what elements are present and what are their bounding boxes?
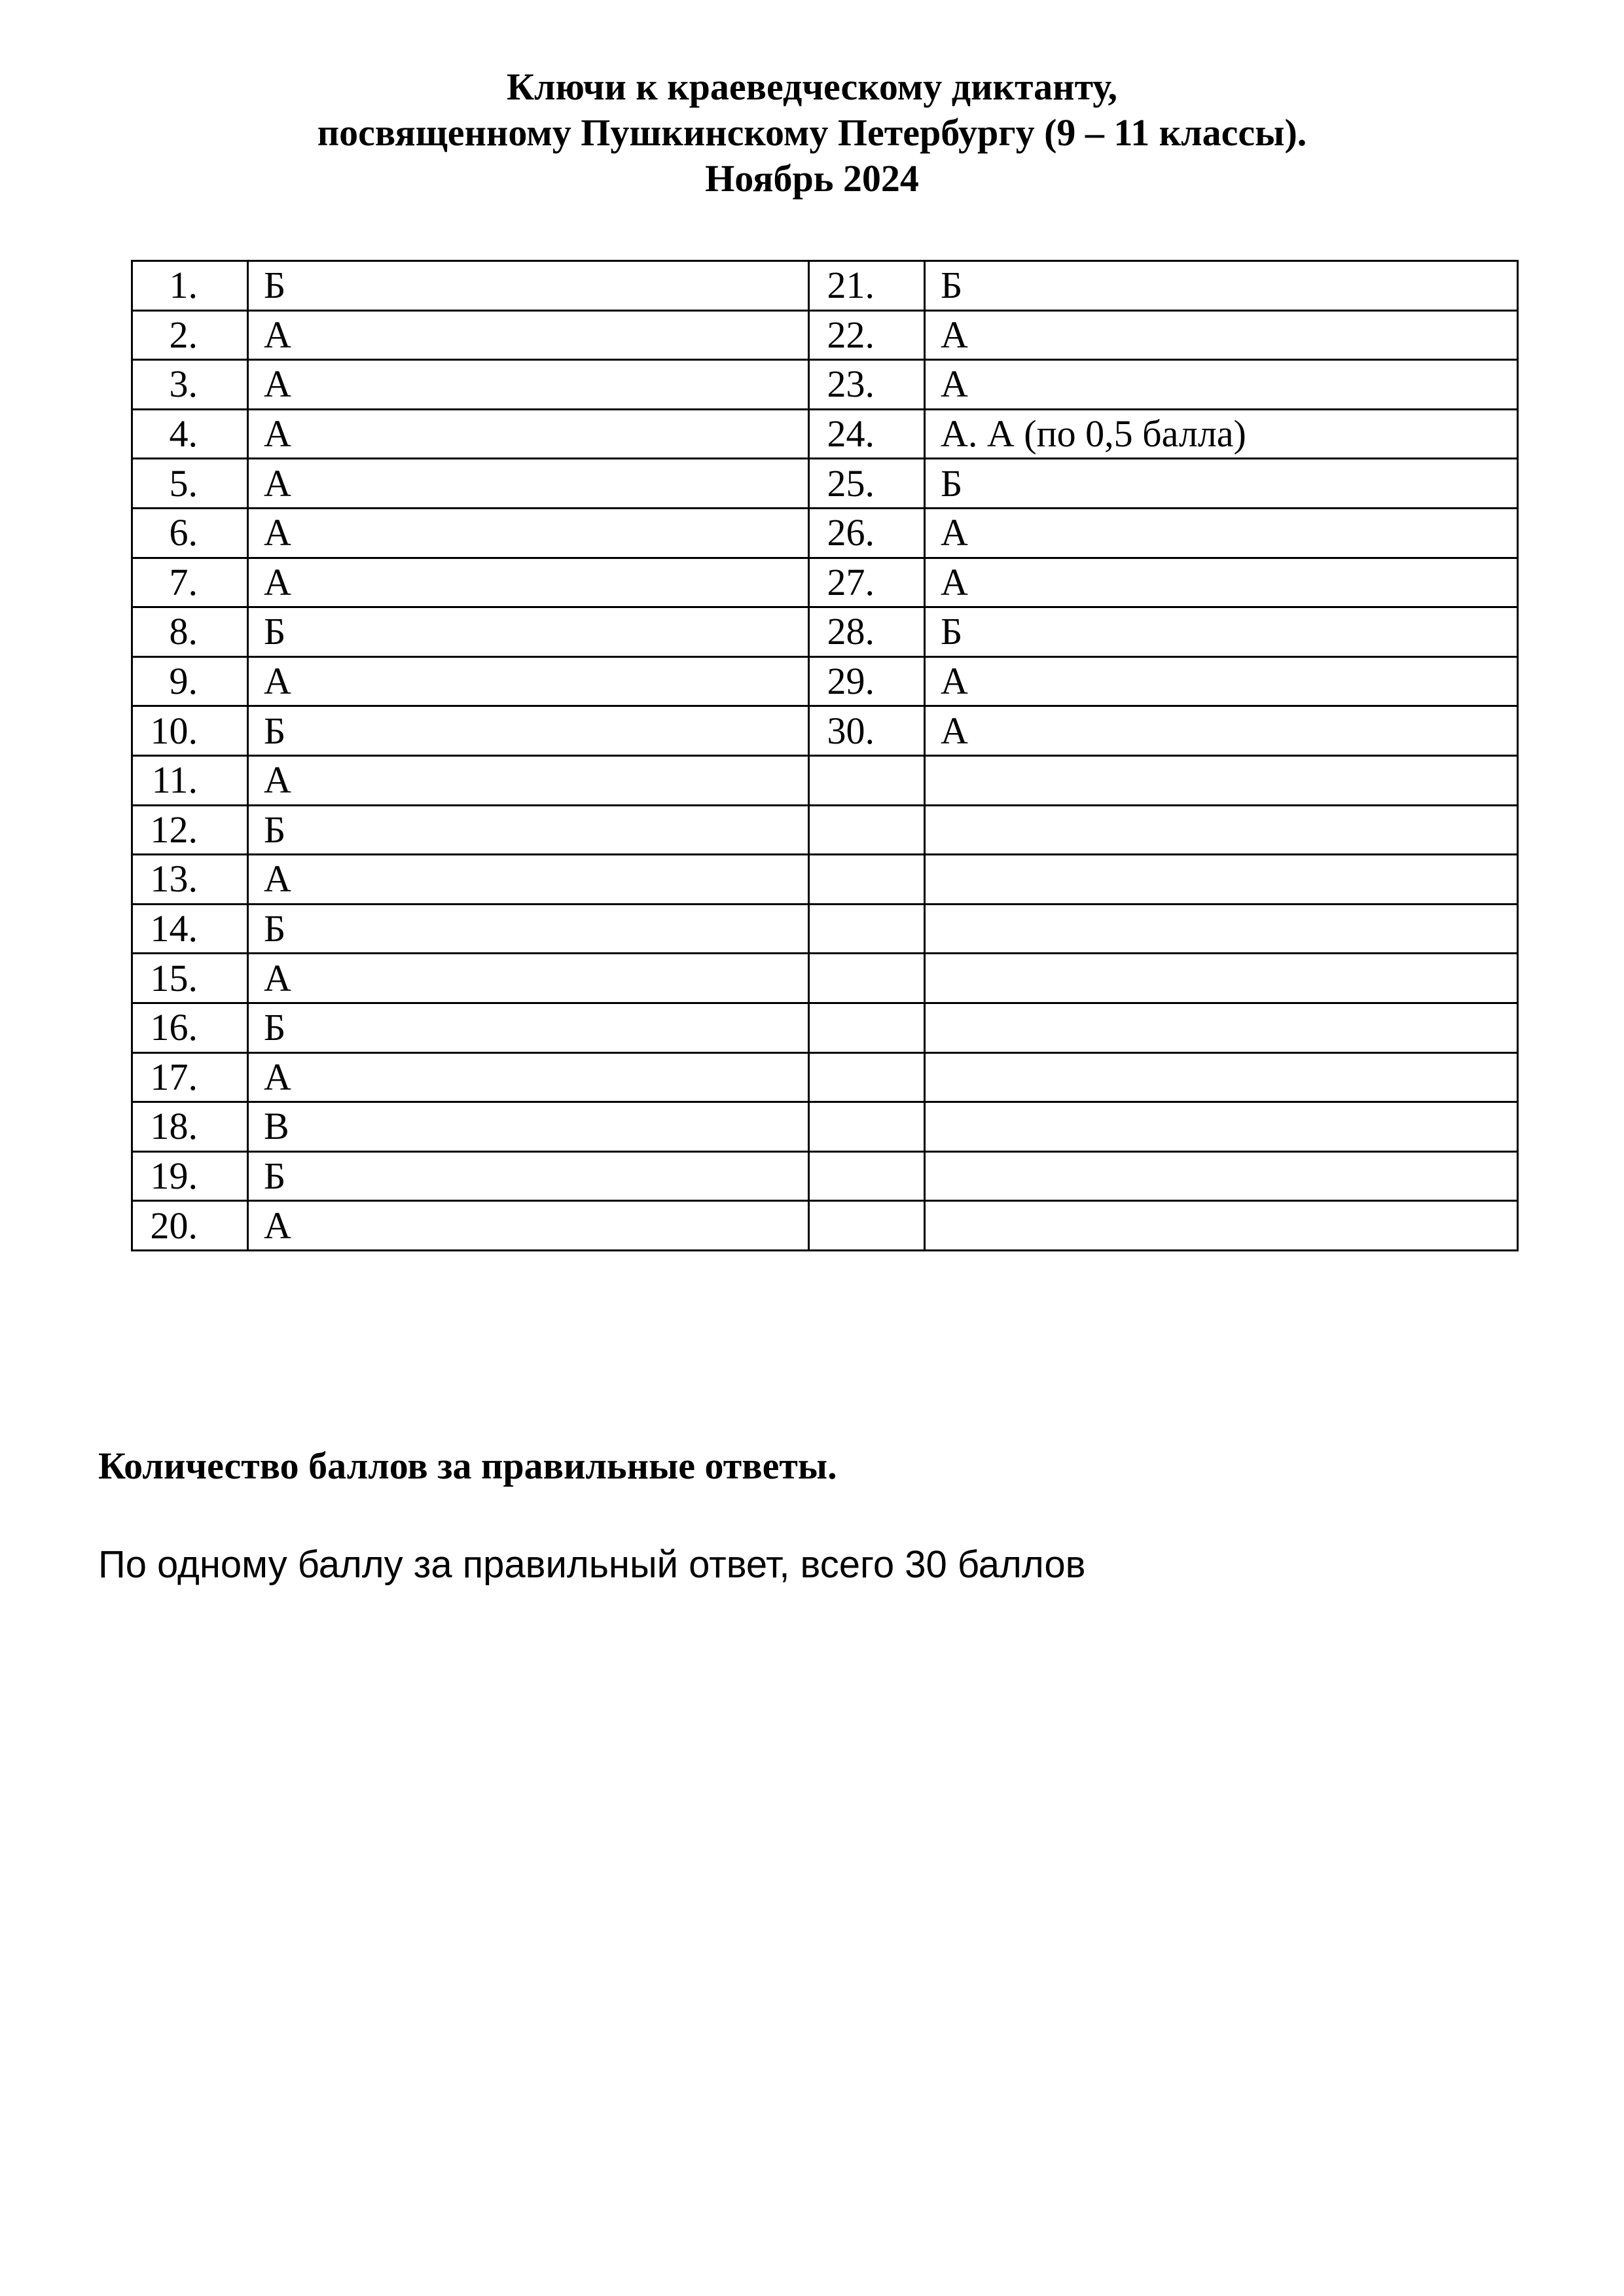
question-number-cell: 23.: [809, 360, 925, 410]
question-number-cell: 11.: [132, 755, 248, 805]
answer-cell: Б: [248, 706, 809, 756]
scoring-heading: Количество баллов за правильные ответы.: [98, 1444, 837, 1487]
answer-cell: А: [248, 360, 809, 410]
answer-cell: А: [248, 459, 809, 509]
answer-cell: А: [248, 508, 809, 558]
answer-cell: А: [248, 855, 809, 905]
question-number-cell: 29.: [809, 656, 925, 706]
answer-cell: [925, 755, 1518, 805]
answer-cell: А: [925, 310, 1518, 360]
answer-cell: [925, 1151, 1518, 1201]
title-line-3: Ноябрь 2024: [705, 157, 919, 200]
table-row: [132, 904, 1518, 954]
question-number-cell: 6.: [132, 508, 248, 558]
answer-cell: А: [248, 954, 809, 1003]
question-number-cell: 26.: [809, 508, 925, 558]
title-line-1: Ключи к краеведческому диктанту,: [507, 65, 1117, 108]
question-number-cell: [809, 904, 925, 954]
answer-cell: А. А (по 0,5 балла): [925, 409, 1518, 459]
question-number-cell: 22.: [809, 310, 925, 360]
question-number-cell: 30.: [809, 706, 925, 756]
answer-cell: Б: [248, 805, 809, 855]
answer-cell: Б: [248, 607, 809, 657]
title-line-2: посвященному Пушкинскому Петербургу (9 – 11 классы).: [317, 111, 1307, 154]
question-number-cell: [809, 1003, 925, 1052]
answer-cell: А: [925, 558, 1518, 607]
answer-cell: А: [925, 360, 1518, 410]
table-row: [132, 1151, 1518, 1201]
table-row: [132, 360, 1518, 410]
question-number-cell: 7.: [132, 558, 248, 607]
question-number-cell: 21.: [809, 261, 925, 311]
answer-cell: А: [248, 1201, 809, 1251]
question-number-cell: 16.: [132, 1003, 248, 1052]
answer-cell: А: [248, 310, 809, 360]
question-number-cell: 1.: [132, 261, 248, 311]
answer-cell: Б: [925, 459, 1518, 509]
answer-cell: [925, 1102, 1518, 1152]
question-number-cell: 28.: [809, 607, 925, 657]
question-number-cell: 24.: [809, 409, 925, 459]
question-number-cell: 25.: [809, 459, 925, 509]
answer-cell: [925, 954, 1518, 1003]
answer-cell: [925, 1052, 1518, 1102]
answer-cell: [925, 904, 1518, 954]
table-row: [132, 1003, 1518, 1052]
question-number-cell: [809, 954, 925, 1003]
question-number-cell: [809, 805, 925, 855]
answer-cell: А: [925, 706, 1518, 756]
answer-cell: А: [925, 656, 1518, 706]
answer-cell: [925, 805, 1518, 855]
question-number-cell: 17.: [132, 1052, 248, 1102]
answer-cell: А: [248, 409, 809, 459]
scoring-text: По одному баллу за правильный ответ, всего 30 баллов: [98, 1543, 1086, 1586]
table-row: [132, 558, 1518, 607]
question-number-cell: 5.: [132, 459, 248, 509]
answer-cell: [925, 855, 1518, 905]
answer-cell: Б: [248, 261, 809, 311]
table-row: [132, 310, 1518, 360]
question-number-cell: 9.: [132, 656, 248, 706]
question-number-cell: 4.: [132, 409, 248, 459]
question-number-cell: 19.: [132, 1151, 248, 1201]
answer-cell: А: [925, 508, 1518, 558]
question-number-cell: [809, 1151, 925, 1201]
table-row: [132, 855, 1518, 905]
answer-cell: Б: [248, 1151, 809, 1201]
table-row: [132, 805, 1518, 855]
question-number-cell: 18.: [132, 1102, 248, 1152]
question-number-cell: [809, 755, 925, 805]
question-number-cell: 27.: [809, 558, 925, 607]
table-row: [132, 954, 1518, 1003]
table-row: [132, 1102, 1518, 1152]
answer-cell: А: [248, 755, 809, 805]
question-number-cell: 12.: [132, 805, 248, 855]
question-number-cell: 2.: [132, 310, 248, 360]
question-number-cell: 14.: [132, 904, 248, 954]
table-row: [132, 607, 1518, 657]
question-number-cell: [809, 855, 925, 905]
answer-cell: Б: [925, 261, 1518, 311]
answer-cell: В: [248, 1102, 809, 1152]
question-number-cell: 10.: [132, 706, 248, 756]
table-row: [132, 459, 1518, 509]
answer-cell: А: [248, 656, 809, 706]
table-row: [132, 755, 1518, 805]
question-number-cell: 3.: [132, 360, 248, 410]
answer-cell: Б: [248, 904, 809, 954]
question-number-cell: [809, 1201, 925, 1251]
table-row: [132, 1201, 1518, 1251]
answer-key-table-body: [132, 261, 1518, 1251]
answer-cell: А: [248, 1052, 809, 1102]
answer-cell: Б: [248, 1003, 809, 1052]
question-number-cell: 20.: [132, 1201, 248, 1251]
question-number-cell: [809, 1102, 925, 1152]
question-number-cell: 15.: [132, 954, 248, 1003]
table-row: [132, 656, 1518, 706]
answer-cell: А: [248, 558, 809, 607]
question-number-cell: 13.: [132, 855, 248, 905]
table-row: [132, 409, 1518, 459]
table-row: [132, 706, 1518, 756]
table-row: [132, 261, 1518, 311]
answer-cell: Б: [925, 607, 1518, 657]
table-row: [132, 1052, 1518, 1102]
question-number-cell: [809, 1052, 925, 1102]
question-number-cell: 8.: [132, 607, 248, 657]
table-row: [132, 508, 1518, 558]
document-title: [0, 64, 1624, 202]
answer-cell: [925, 1201, 1518, 1251]
answer-cell: [925, 1003, 1518, 1052]
answer-key-table: [131, 260, 1519, 1251]
